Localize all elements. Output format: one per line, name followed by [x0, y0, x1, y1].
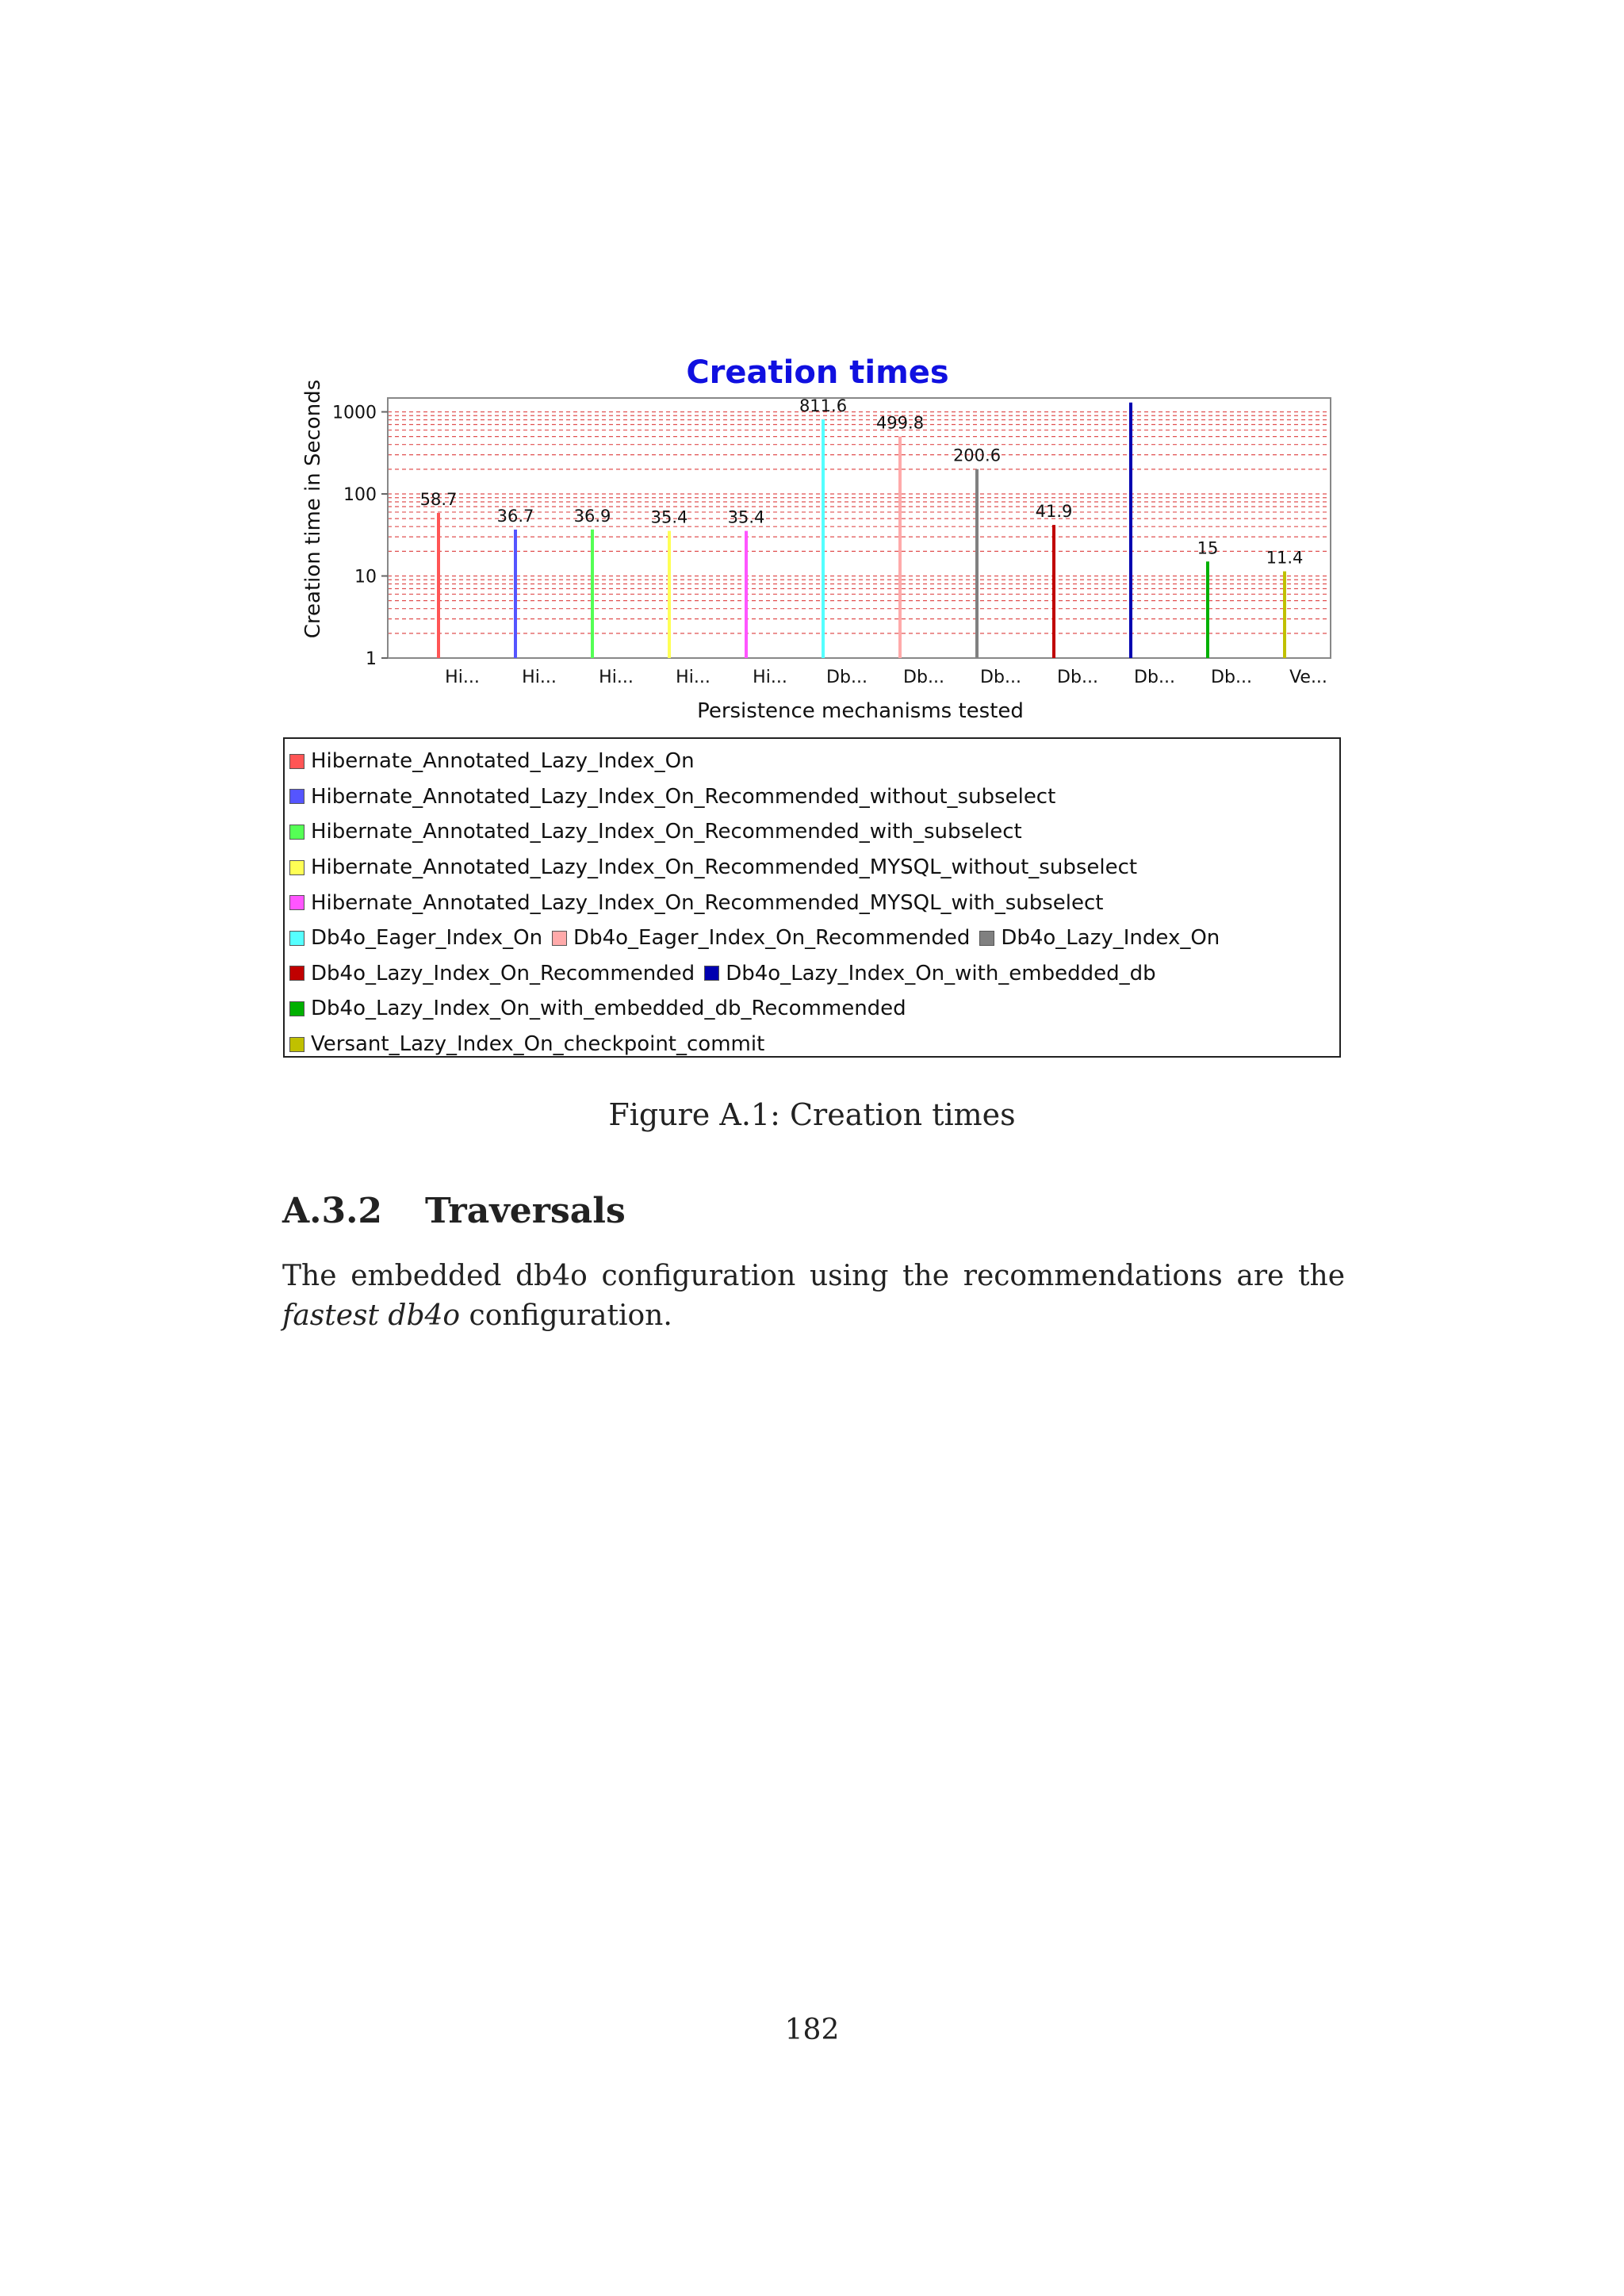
y-tick-label-1: 100: [343, 485, 377, 505]
legend-label: Db4o_Eager_Index_On: [311, 926, 543, 951]
legend-row: [289, 779, 1339, 815]
value-label-11: 11.4: [1266, 548, 1304, 568]
legend-swatch: [704, 966, 719, 981]
legend-swatch: [289, 1037, 304, 1052]
legend-row: [289, 956, 1339, 992]
legend-entry: [289, 749, 695, 773]
legend-label: Db4o_Lazy_Index_On_with_embedded_db_Recommended: [311, 997, 906, 1021]
page-number: 182: [784, 2014, 840, 2046]
x-tick-label-9: Db...: [1134, 668, 1175, 687]
value-label-7: 200.6: [952, 446, 1002, 465]
legend-entry: [704, 962, 1155, 985]
legend-label: Hibernate_Annotated_Lazy_Index_On_Recommended_without_subselect: [311, 784, 1056, 809]
legend-row: [289, 920, 1339, 956]
legend-row: [289, 814, 1339, 850]
figure-caption: Figure A.1: Creation times: [608, 1097, 1016, 1132]
legend-entry: [289, 855, 1137, 879]
y-tick-label-3: 1: [366, 649, 377, 669]
y-axis-ticks: [332, 404, 388, 670]
legend-swatch: [289, 825, 304, 840]
legend-label: Hibernate_Annotated_Lazy_Index_On_Recommended_MYSQL_without_subselect: [311, 855, 1138, 880]
value-label-5: 811.6: [799, 396, 848, 415]
bars: [439, 403, 1285, 658]
legend-entry: [289, 785, 1055, 809]
x-tick-label-3: Hi...: [676, 668, 710, 687]
legend-label: Hibernate_Annotated_Lazy_Index_On: [311, 749, 695, 774]
legend-entry: [289, 891, 1104, 915]
x-tick-label-6: Db...: [903, 668, 944, 687]
legend-entry: [289, 926, 542, 950]
value-label-8: 41.9: [1035, 502, 1073, 522]
legend-entry: [289, 1032, 764, 1056]
section-number: A.3.2: [282, 1191, 383, 1231]
legend-swatch: [289, 860, 304, 875]
legend-swatch: [979, 931, 994, 946]
value-labels: [420, 396, 1304, 568]
value-label-10: 15: [1197, 538, 1219, 558]
value-label-3: 35.4: [650, 507, 688, 527]
x-tick-label-5: Db...: [826, 668, 868, 687]
legend-row: [289, 991, 1339, 1027]
legend-label: Hibernate_Annotated_Lazy_Index_On_Recommended_with_subselect: [311, 820, 1022, 844]
y-tick-label-0: 1000: [332, 403, 377, 423]
value-label-4: 35.4: [727, 507, 765, 527]
legend-swatch: [289, 931, 304, 946]
section-title: Traversals: [425, 1191, 626, 1231]
legend-label: Db4o_Lazy_Index_On: [1001, 926, 1220, 951]
legend-entry: [289, 820, 1022, 844]
chart-title: Creation times: [686, 354, 949, 391]
x-tick-label-1: Hi...: [522, 668, 557, 687]
legend-row: [289, 885, 1339, 920]
value-label-6: 499.8: [875, 413, 925, 433]
legend-row: [289, 1027, 1339, 1062]
legend-label: Versant_Lazy_Index_On_checkpoint_commit: [311, 1032, 765, 1057]
legend-swatch: [552, 931, 567, 946]
x-tick-label-0: Hi...: [445, 668, 480, 687]
value-label-0: 58.7: [419, 489, 458, 509]
legend-swatch: [289, 789, 304, 804]
chart-legend: [283, 737, 1341, 1058]
legend-label: Db4o_Lazy_Index_On_Recommended: [311, 961, 695, 985]
legend-label: Db4o_Eager_Index_On_Recommended: [573, 926, 971, 951]
legend-swatch: [289, 1001, 304, 1016]
x-axis-ticks: [445, 668, 1327, 687]
value-label-1: 36.7: [496, 507, 534, 526]
body-text-end: configuration.: [460, 1299, 672, 1332]
legend-label: Db4o_Lazy_Index_On_with_embedded_db: [726, 961, 1156, 985]
legend-row: [289, 850, 1339, 886]
body-text-start: The embedded db4o configuration using the recommendations are the: [282, 1260, 1345, 1292]
legend-entry: [289, 962, 695, 985]
x-tick-label-10: Db...: [1211, 668, 1252, 687]
x-tick-label-4: Hi...: [753, 668, 787, 687]
legend-swatch: [289, 966, 304, 981]
creation-times-chart: [0, 0, 1624, 737]
section-heading: [282, 1191, 626, 1231]
legend-row: [289, 744, 1339, 779]
legend-label: Hibernate_Annotated_Lazy_Index_On_Recommended_MYSQL_with_subselect: [311, 890, 1104, 915]
legend-entry: [552, 926, 970, 950]
legend-entry: [289, 997, 906, 1020]
body-paragraph: [282, 1257, 1345, 1336]
legend-swatch: [289, 754, 304, 769]
grid-lines: [388, 412, 1331, 659]
x-axis-label: Persistence mechanisms tested: [697, 699, 1024, 723]
x-tick-label-2: Hi...: [599, 668, 634, 687]
y-axis-label: Creation time in Seconds: [301, 379, 325, 639]
body-emphasis: fastest db4o: [282, 1299, 461, 1332]
legend-entry: [979, 926, 1220, 950]
x-tick-label-7: Db...: [980, 668, 1021, 687]
y-tick-label-2: 10: [354, 567, 377, 587]
legend-swatch: [289, 895, 304, 910]
value-label-2: 36.9: [573, 506, 611, 526]
x-tick-label-8: Db...: [1057, 668, 1098, 687]
x-tick-label-11: Ve...: [1289, 668, 1327, 687]
